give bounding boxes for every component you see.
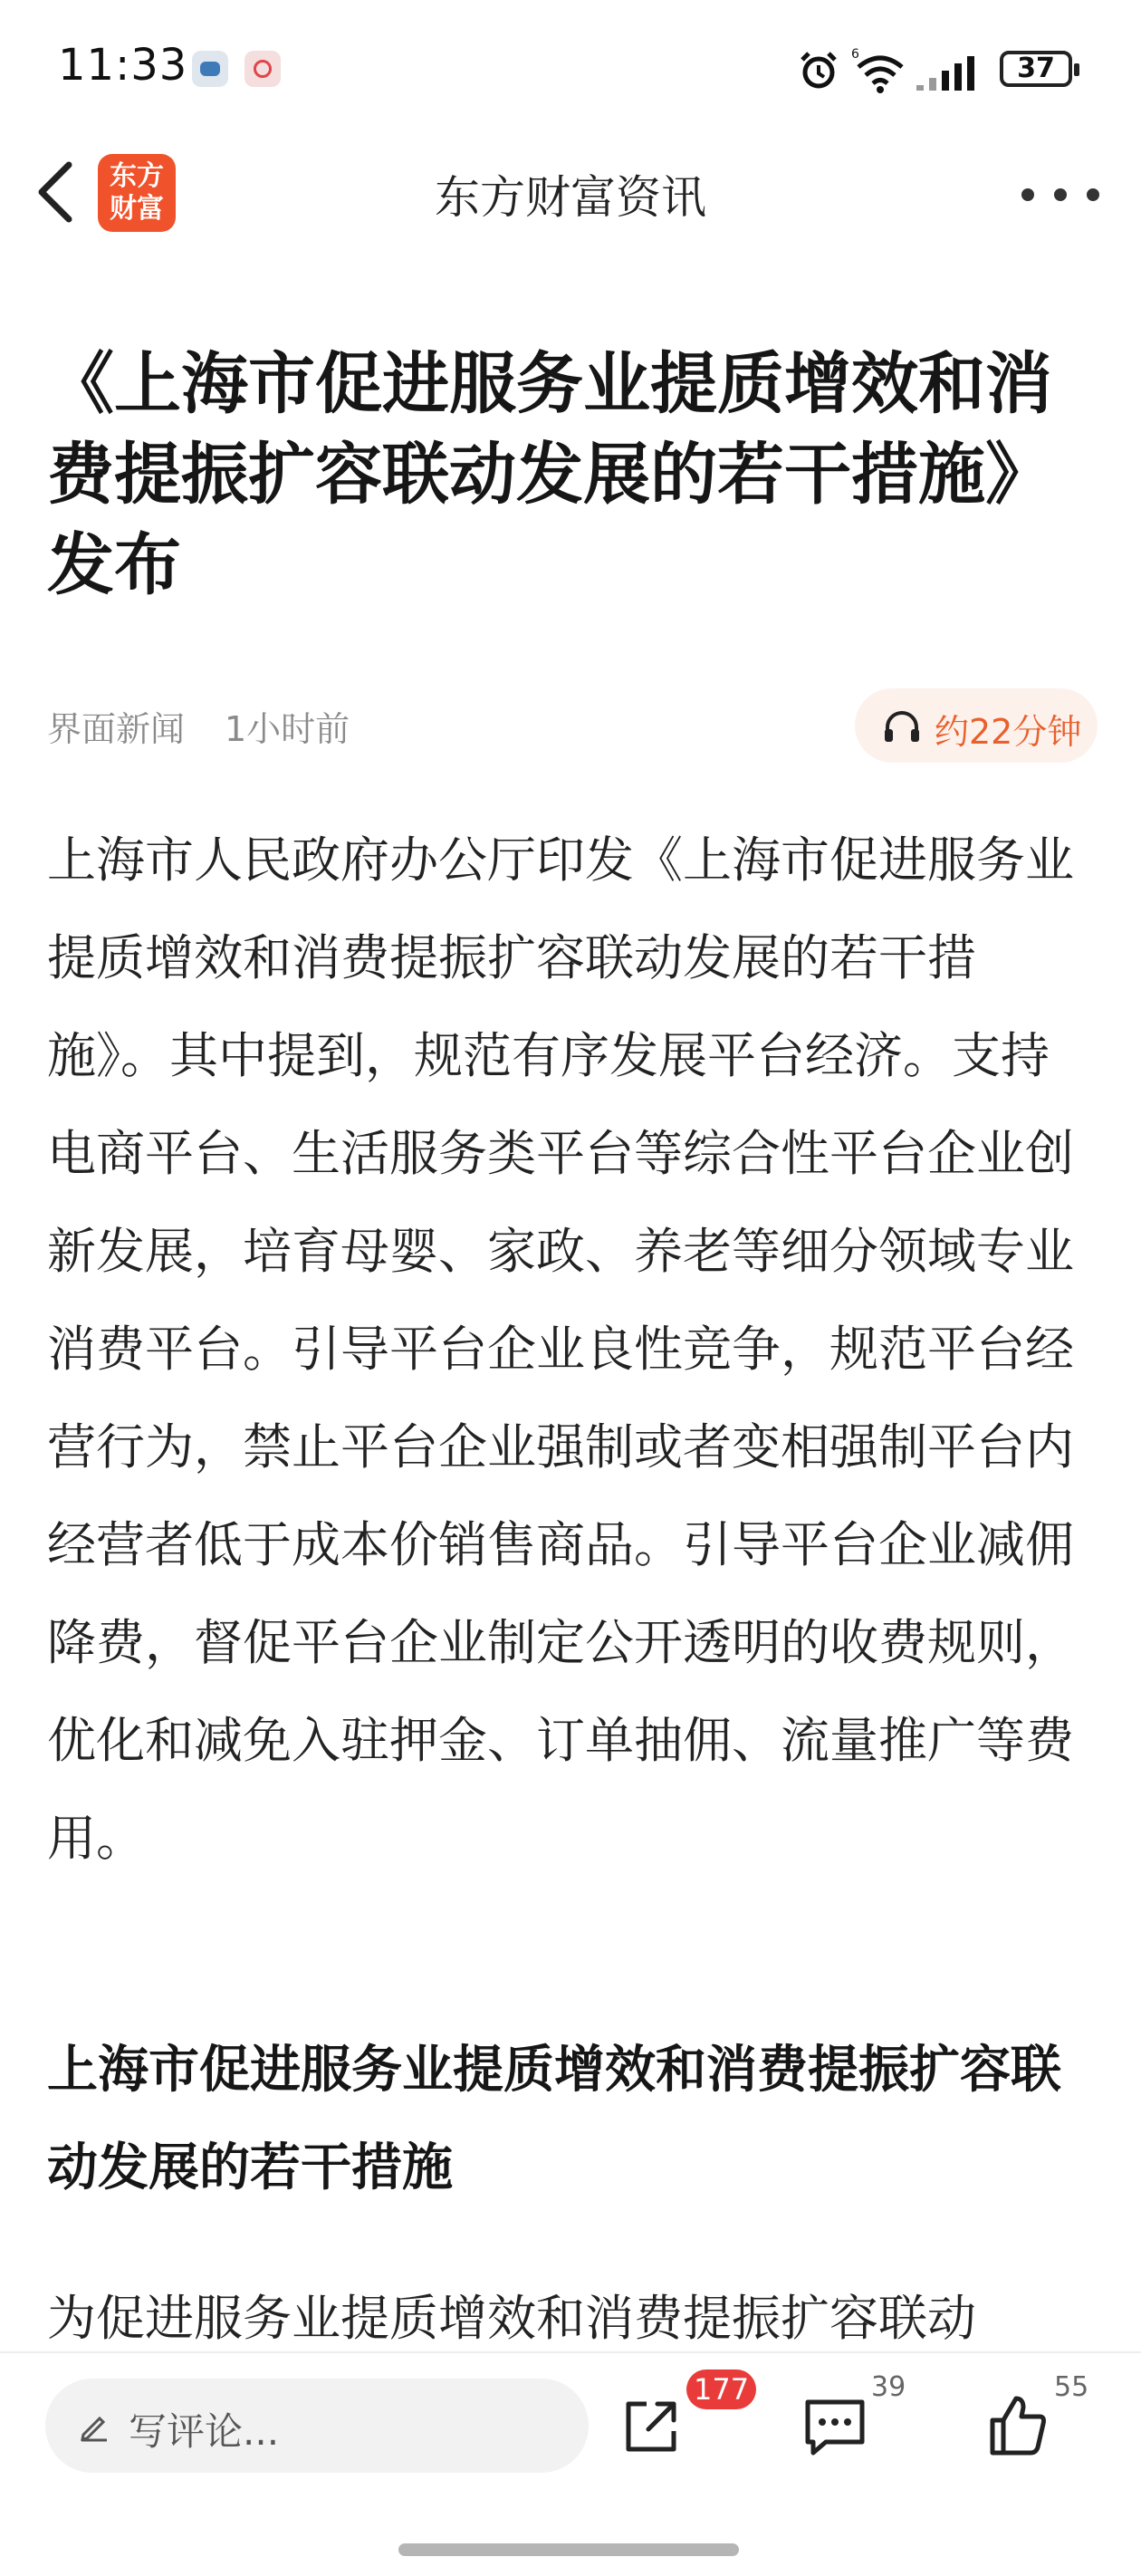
battery-icon: 37 [1000,51,1072,87]
like-button[interactable] [982,2389,1054,2462]
more-icon-dot [1054,188,1067,201]
article-meta [47,688,1098,761]
back-arrow-icon [29,158,83,226]
signal-icon [915,53,987,92]
listen-audio-button[interactable] [855,688,1098,763]
comment-placeholder: 写评论... [129,2409,280,2454]
nav-bar [0,136,1141,248]
article-time: 1小时前 [225,709,350,749]
article-paragraph: 为促进服务业提质增效和消费提振扩容联动 [47,2290,976,2347]
back-button[interactable] [29,158,83,226]
thumbs-up-icon [982,2389,1054,2462]
comments-button[interactable] [799,2389,871,2462]
share-icon [616,2389,688,2462]
listen-duration: 约22分钟 [935,712,1082,752]
share-count-badge: 177 [686,2369,756,2409]
app-notification-icon [192,51,228,87]
more-icon [1021,188,1034,201]
more-icon-dot [1087,188,1099,201]
alarm-icon [797,49,840,92]
bottom-action-bar [0,2351,1141,2576]
share-button[interactable] [616,2389,688,2462]
nav-title: 东方财富资讯 [435,171,706,224]
status-bar [0,0,1141,136]
comment-count: 39 [871,2371,906,2403]
more-button[interactable] [1018,176,1105,212]
article-title: 《上海市促进服务业提质增效和消费提振扩容联动发展的若干措施》发布 [47,345,1052,604]
pencil-icon [78,2409,110,2442]
comment-input[interactable] [45,2379,589,2473]
article-paragraph: 上海市人民政府办公厅印发《上海市促进服务业提质增效和消费提振扩容联动发展的若干措施》。其中提到，规范有序发展平台经济。支持电商平台、生活服务类平台等综合性平台企业创新发展，培育母婴、家政、养老等细分领域专业消费平台。引导平台企业良性竞争，规范平台经营行为，禁止平台企业强制或者变相强制平台内经营者低于成本价销售商品。引导平台企业减佣降费，督促平台企业制定公开透明的收费规则，优化和减免入驻押金、订单抽佣、流量推广等费用。 [47,831,1074,1867]
headphones-icon [882,707,922,744]
home-indicator[interactable] [398,2543,739,2556]
article-source[interactable]: 界面新闻 [47,709,186,749]
comment-icon [799,2389,871,2462]
like-count: 55 [1054,2371,1089,2403]
logo-line-2: 财富 [110,193,164,225]
logo-line-1: 东方 [110,160,164,192]
wifi-icon [851,47,909,94]
section-heading: 上海市促进服务业提质增效和消费提振扩容联动发展的若干措施 [47,2041,1061,2197]
app-logo[interactable] [98,154,176,232]
app-notification-icon [244,51,281,87]
status-time: 11:33 [58,40,188,91]
svg-text:6: 6 [851,47,859,62]
